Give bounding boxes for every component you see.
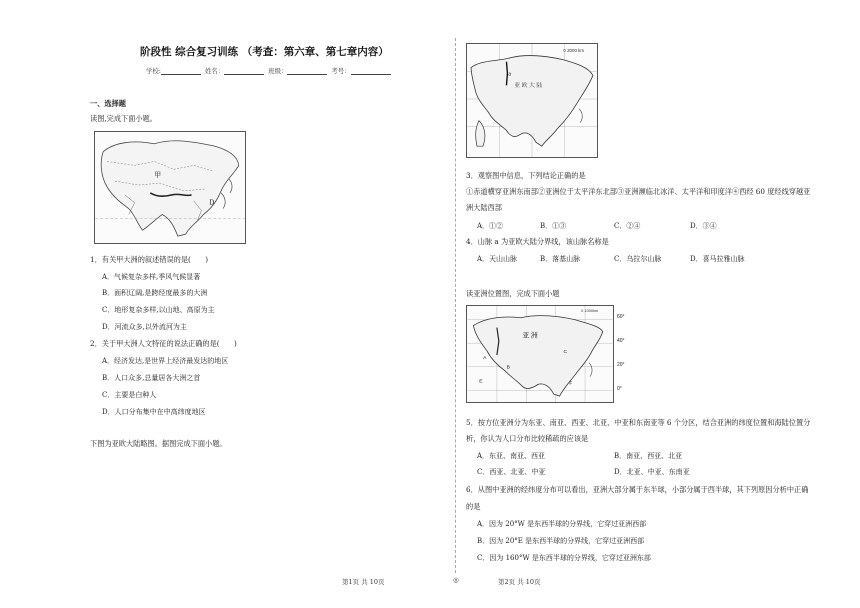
asia-map-1 (94, 131, 246, 244)
q2-option-c[interactable]: C．主要是白种人 (102, 391, 157, 399)
page-number-left: 第1页 共 10页 (342, 578, 385, 586)
question-3-line1: ①赤道横穿亚洲东南部②亚洲位于太平洋东北部③亚洲濒临北冰洋、太平洋和印度洋④西经 60 度经线穿越亚 (466, 187, 811, 196)
page-divider (455, 38, 456, 573)
name-blank[interactable] (224, 68, 264, 75)
question-3-stem: 3．观察图中信息，下列结论正确的是 (466, 171, 586, 180)
eurasia-label-continent: 亚 欧 大 陆 (514, 83, 543, 90)
question-6-stem: 6．从图中亚洲的经纬度分布可以看出，亚洲大部分属于东半球，小部分属于西半球，其下列原因分析中正确 (466, 485, 809, 494)
exam-no-blank[interactable] (351, 68, 391, 75)
eurasia-scale: 0 2000 km (563, 47, 585, 53)
q3-option-c[interactable]: C．②④ (614, 222, 641, 230)
lat-label-60: 60° (617, 314, 625, 320)
question-6-line2: 的是 (466, 502, 481, 511)
q1-option-c[interactable]: C．地形复杂多样,以山地、高原为主 (102, 306, 215, 314)
asia-map-label-a: A (483, 355, 487, 361)
asia-position-map-drawing (467, 306, 613, 402)
exam-no-label: 考号： (331, 67, 351, 75)
q1-option-d[interactable]: D．河流众多,以外流河为主 (102, 323, 187, 331)
question-1-stem: 1．有关甲大洲的叙述错误的是( ) (90, 255, 208, 264)
asia-map-1-drawing (95, 132, 245, 243)
q4-option-d[interactable]: D．喜马拉雅山脉 (690, 255, 745, 263)
asia-map-label-asia: 亚 洲 (522, 332, 538, 340)
eurasia-label-a: a (508, 71, 512, 78)
asia-map-label-e: E (479, 379, 483, 385)
q3-option-d[interactable]: D．③④ (690, 222, 717, 230)
lat-label-40: 40° (617, 338, 625, 344)
q1-option-b[interactable]: B．面积辽阔,是跨经度最多的大洲 (102, 289, 208, 297)
q5-option-b[interactable]: B．南亚、西亚、北亚 (614, 452, 683, 460)
school-blank[interactable] (161, 68, 201, 75)
q2-option-b[interactable]: B．人口众多,总量居各大洲之首 (102, 374, 201, 382)
q2-option-d[interactable]: D．人口分布集中在中高纬度地区 (102, 408, 206, 416)
intro-text-3: 读亚洲位置图，完成下面小题 (466, 289, 560, 298)
page-title: 阶段性 综合复习训练 （考查：第六章、第七章内容） (140, 46, 389, 58)
q3-option-b[interactable]: B．①③ (540, 222, 567, 230)
q1-option-a[interactable]: A．气候复杂多样,季风气候显著 (102, 273, 201, 281)
q3-option-a[interactable]: A．①② (477, 222, 504, 230)
q5-option-a[interactable]: A．东亚、南亚、西亚 (477, 452, 546, 460)
lat-label-0: 0° (617, 386, 622, 392)
school-label: 学校: (146, 67, 161, 75)
question-3-line2: 洲大陆西部 (466, 203, 502, 212)
page-number-right: 第2页 共 10页 (498, 578, 541, 586)
q2-option-a[interactable]: A．经济发达,是世界上经济最发达的地区 (102, 357, 229, 365)
q6-option-b[interactable]: B．因为 20°E 是东西半球的分界线，它穿过亚洲西部 (477, 537, 645, 545)
asia-map-label-f: F (569, 381, 573, 387)
eurasia-map-drawing (467, 44, 597, 157)
asia-map-scale: 0 1000km (581, 307, 599, 313)
student-info-line (146, 66, 393, 75)
map1-label-d: D (209, 199, 215, 207)
question-4-stem: 4．山脉 a 为亚欧大陆分界线，该山脉名称是 (466, 237, 609, 246)
q5-option-d[interactable]: D．北亚、中亚、东南亚 (614, 468, 690, 476)
class-label: 班级： (268, 67, 288, 75)
asia-position-map (466, 305, 614, 403)
q5-option-c[interactable]: C．西亚、北亚、中亚 (477, 468, 546, 476)
asia-map-label-c: C (563, 350, 568, 356)
question-5-stem: 5．按方位亚洲分为东亚、南亚、西亚、北亚、中亚和东南亚等 6 个分区，结合亚洲的纬度位置和海陆位置分 (466, 418, 811, 427)
section-heading: 一、选择题 (90, 99, 126, 108)
question-5-line2: 析，你认为人口分布比较稀疏的应该是 (466, 434, 589, 443)
binding-mark: ◎ (453, 576, 459, 584)
asia-map-label-b: B (506, 365, 510, 371)
question-2-stem: 2．关于甲大洲人文特征的说法正确的是( ) (90, 339, 237, 348)
name-label: 姓名： (204, 67, 225, 75)
q4-option-a[interactable]: A．天山山脉 (477, 255, 518, 263)
q4-option-c[interactable]: C．乌拉尔山脉 (614, 255, 662, 263)
intro-text-1: 读图,完成下面小题。 (90, 114, 157, 123)
q4-option-b[interactable]: B．落基山脉 (540, 255, 581, 263)
eurasia-map (466, 43, 598, 158)
lat-label-20: 20° (617, 362, 625, 368)
class-blank[interactable] (287, 68, 327, 75)
q6-option-c[interactable]: C．因为 160°W 是东西半球的分界线，它穿过亚洲东部 (477, 554, 651, 562)
q6-option-a[interactable]: A．因为 20°W 是东西半球的分界线，它穿过亚洲西部 (477, 520, 647, 528)
intro-text-2: 下图为亚欧大陆略图。据图完成下面小题。 (90, 439, 227, 448)
map1-label-jia: 甲 (154, 172, 162, 180)
